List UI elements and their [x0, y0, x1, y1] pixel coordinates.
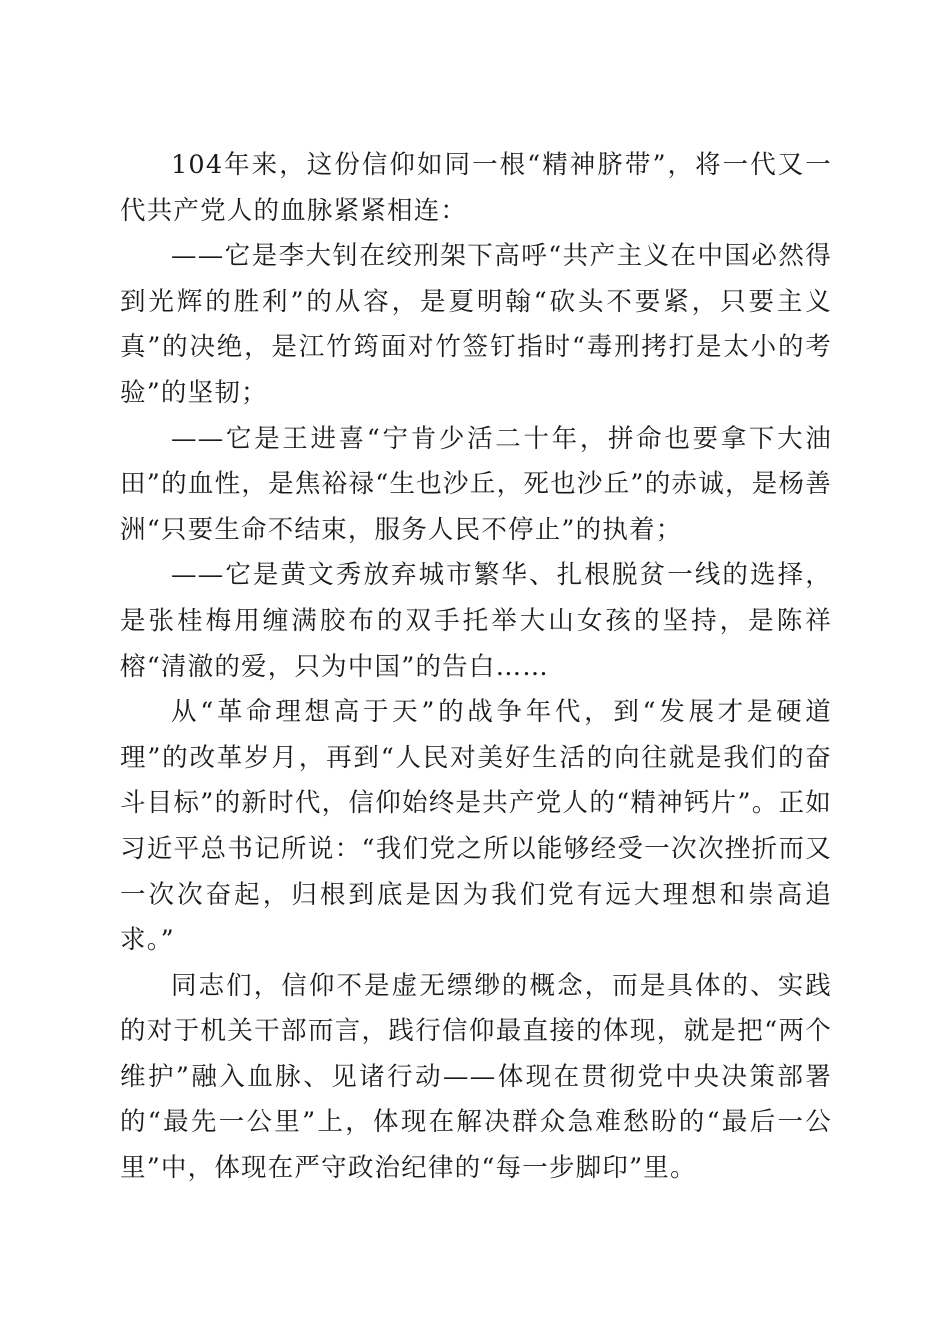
paragraph-faith-bond: 104年来，这份信仰如同一根“精神脐带”，将一代又一代共产党人的血脉紧紧相连：: [120, 150, 832, 226]
paragraph-new-era-models: ——它是黄文秀放弃城市繁华、扎根脱贫一线的选择，是张桂梅用缠满胶布的双手托举大山女孩的坚持，是陈祥榕“清澈的爱，只为中国”的告白……: [120, 560, 832, 682]
document-body: [120, 143, 832, 1192]
paragraph-practice-faith: 同志们，信仰不是虚无缥缈的概念，而是具体的、实践的对于机关干部而言，践行信仰最直接的体现，就是把“两个维护”融入血脉、见诸行动——体现在贯彻党中央决策部署的“最先一公里”上，体现在解决群众急难愁盼的“最后一公里”中，体现在严守政治纪律的“每一步脚印”里。: [120, 970, 832, 1184]
paragraph-revolutionary-martyrs: ——它是李大钊在绞刑架下高呼“共产主义在中国必然得到光辉的胜利”的从容，是夏明翰“砍头不要紧，只要主义真”的决绝，是江竹筠面对竹签钉指时“毒刑拷打是太小的考验”的坚韧；: [120, 241, 832, 408]
paragraph-spiritual-calcium: 从“革命理想高于天”的战争年代，到“发展才是硬道理”的改革岁月，再到“人民对美好生活的向往就是我们的奋斗目标”的新时代，信仰始终是共产党人的“精神钙片”。正如习近平总书记所说：“我们党之所以能够经受一次次挫折而又一次次奋起，归根到底是因为我们党有远大理想和崇高追求。”: [120, 697, 832, 956]
paragraph-construction-heroes: ——它是王进喜“宁肯少活二十年，拼命也要拿下大油田”的血性，是焦裕禄“生也沙丘，死也沙丘”的赤诚，是杨善洲“只要生命不结束，服务人民不停止”的执着；: [120, 423, 832, 545]
